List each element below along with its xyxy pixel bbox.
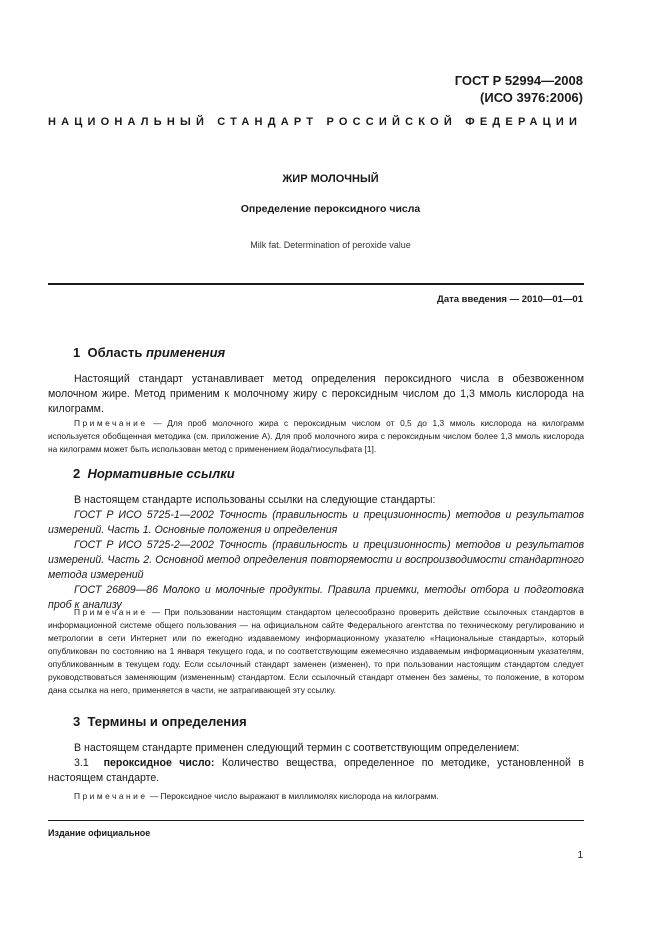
term: пероксидное число: — [103, 757, 215, 769]
section-3-number: 3 — [73, 714, 81, 729]
reference-1: ГОСТ Р ИСО 5725-1—2002 Точность (правильность и прецизионность) методов и результатов измерений. Часть 1. Основные положения и определения — [48, 509, 584, 536]
document-title: ЖИР МОЛОЧНЫЙ — [282, 173, 379, 185]
note-label: Примечание — [74, 418, 148, 428]
section-2-heading — [73, 466, 235, 481]
title-divider — [48, 283, 584, 285]
iso-number: (ИСО 3976:2006) — [480, 90, 583, 105]
section-1-paragraph: Настоящий стандарт устанавливает метод определения пероксидного числа в обезвоженном молочном жире. Метод применим к молочному жиру с пероксидным числом до 1,3 ммоль кислорода на килограмм. — [48, 373, 584, 415]
section-1-heading — [73, 345, 225, 360]
term-definition — [48, 756, 584, 786]
term-number: 3.1 — [74, 757, 89, 769]
section-1-title-b: применения — [146, 345, 226, 360]
section-2-number: 2 — [73, 466, 81, 481]
national-standard-title: НАЦИОНАЛЬНЫЙ СТАНДАРТ РОССИЙСКОЙ ФЕДЕРАЦИИ — [48, 116, 583, 128]
section-1-number: 1 — [73, 345, 81, 360]
reference-3: ГОСТ 26809—86 Молоко и молочные продукты. Правила приемки, методы отбора и подготовка проб к анализу — [48, 584, 584, 611]
reference-2: ГОСТ Р ИСО 5725-2—2002 Точность (правильность и прецизионность) методов и результатов измерений. Часть 2. Основной метод определения повторяемости и воспроизводимости стандартного метода измерений — [48, 539, 584, 581]
section-3-intro: В настоящем стандарте применен следующий термин с соответствующим определением: — [74, 742, 520, 754]
footer-divider — [48, 820, 584, 821]
section-2-title: Нормативные ссылки — [87, 466, 235, 481]
page-number: 1 — [577, 850, 583, 861]
effective-date: Дата введения — 2010—01—01 — [437, 294, 583, 305]
note-label: Примечание — [74, 607, 148, 617]
section-1-note — [48, 417, 584, 456]
note-text: — Для проб молочного жира с пероксидным числом от 0,5 до 1,3 ммоль кислорода на килограмм используется обобщенная методика (см. приложение А). Для проб молочного жира с пероксидным числом более 1,3 ммоль кислорода на килограмм может быть использован метод с применением йода/тиосульфата [1]. — [48, 418, 584, 454]
section-2-intro: В настоящем стандарте использованы ссылки на следующие стандарты: — [74, 494, 436, 506]
gost-number-block — [455, 72, 583, 106]
section-1-title-a: Область — [87, 345, 143, 360]
term-definition-text: Количество вещества, определенное по методике, установленной в настоящем стандарте. — [48, 757, 584, 784]
gost-number: ГОСТ Р 52994—2008 — [454, 73, 583, 88]
section-3-note — [48, 790, 584, 803]
section-2-note — [48, 606, 584, 697]
note-text: — При пользовании настоящим стандартом целесообразно проверить действие ссылочных стандартов в информационной системе общего пользования — на официальном сайте Федерального агентства по техническому регулированию и метрологии в сети Интернет или по ежегодно издаваемому информационному указателю «Национальные стандарты», который опубликован по состоянию на 1 января текущего года, и по соответствующим ежемесячно издаваемым информационным указателям, опубликованным в текущем году. Если ссылочный стандарт заменен (изменен), то при пользовании настоящим стандартом следует руководствоваться заменяющим (измененным) стандартом. Если ссылочный стандарт отменен без замены, то положение, в котором дана ссылка на него, применяется в части, не затрагивающей эту ссылку. — [48, 607, 585, 695]
official-edition-label: Издание официальное — [48, 828, 151, 838]
section-3-heading — [73, 714, 247, 729]
section-3-title: Термины и определения — [87, 714, 247, 729]
note-label: Примечание — [74, 791, 148, 801]
note-text: — Пероксидное число выражают в миллимолях кислорода на килограмм. — [149, 791, 439, 801]
document-title-english: Milk fat. Determination of peroxide value — [250, 240, 411, 250]
document-subtitle: Определение пероксидного числа — [240, 203, 421, 215]
